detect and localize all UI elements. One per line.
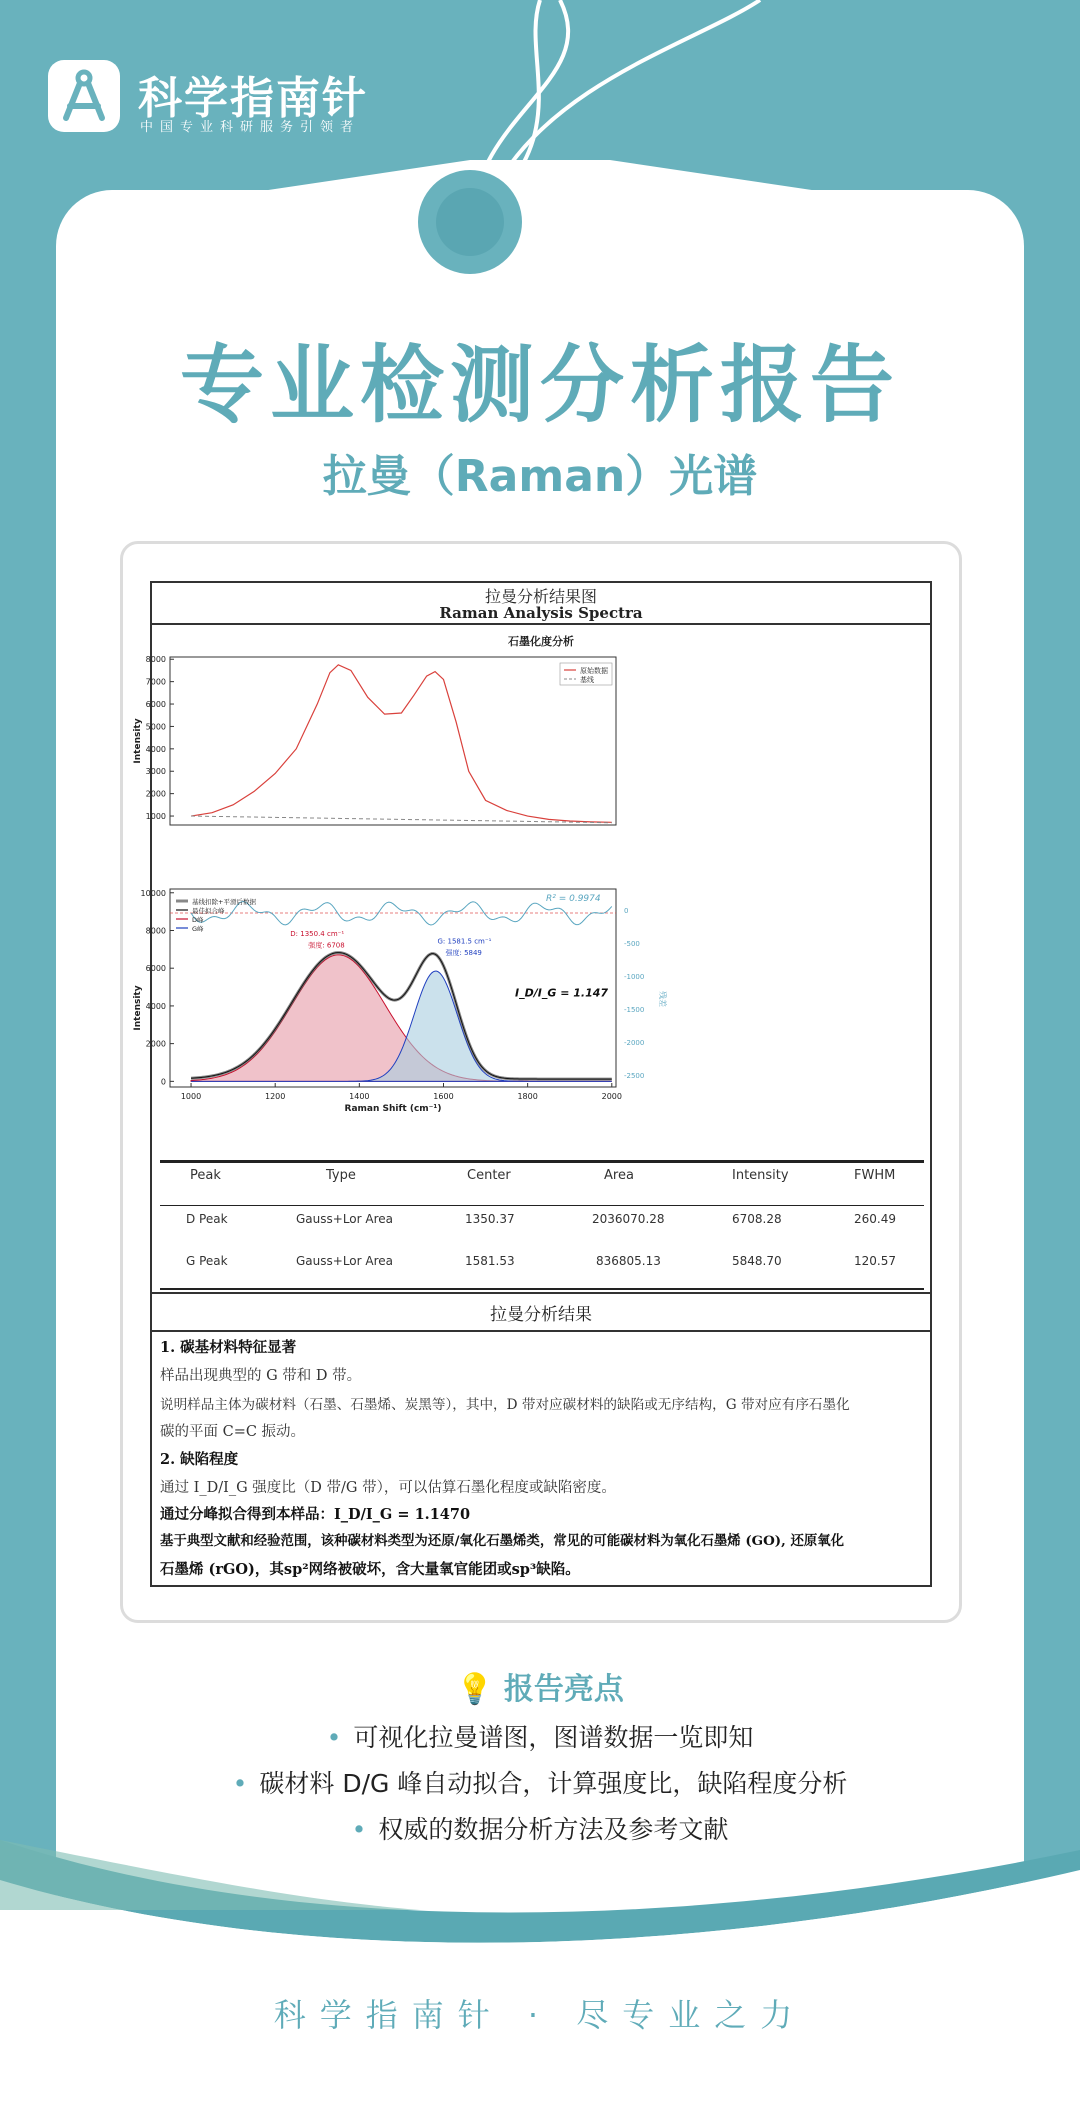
chart2-xtick-label: 1000 (180, 1092, 202, 1101)
chart1-ytick-label: 3000 (145, 767, 166, 777)
chart2-right-tick-label: -2000 (624, 1039, 645, 1047)
results-line: 石墨烯 (rGO)，其sp²网络被破坏，含大量氧官能团或sp³缺陷。 (160, 1561, 580, 1578)
chart2-d-annotation: 强度: 6708 (308, 941, 345, 950)
chart2-ratio-label: I_D/I_G = 1.147 (515, 986, 609, 1000)
bullet-icon: • (232, 1769, 248, 1798)
highlight-item (0, 1718, 1080, 1754)
report-title-en: Raman Analysis Spectra (439, 604, 643, 622)
page-subtitle: 拉曼（Raman）光谱 (322, 451, 758, 502)
chart1-ytick-label: 7000 (145, 677, 166, 687)
highlight-item (0, 1764, 1080, 1800)
results-rule-bottom (150, 1330, 932, 1332)
table-cell: 6708.28 (732, 1212, 782, 1226)
chart2-xtick-label: 1200 (265, 1092, 286, 1101)
results-rule-top (150, 1292, 932, 1294)
chart2-legend-label: D峰 (192, 916, 204, 924)
table-cell: 1350.37 (465, 1212, 515, 1226)
results-line: 2. 缺陷程度 (160, 1451, 239, 1468)
table-cell: 120.57 (854, 1254, 896, 1268)
brand-tagline: 中国专业科研服务引领者 (140, 120, 361, 135)
chart2-ytick-label: 4000 (145, 1001, 166, 1011)
results-line: 1. 碳基材料特征显著 (160, 1339, 297, 1356)
table-cell: Gauss+Lor Area (296, 1212, 393, 1226)
brand-name: 科学指南针 (138, 73, 368, 124)
raman-charts (133, 627, 930, 1157)
chart2-ytick-label: 0 (160, 1077, 166, 1087)
chart2-ytick-label: 10000 (140, 888, 166, 898)
chart2-d-annotation: D: 1350.4 cm⁻¹ (290, 930, 345, 939)
chart2-ytick-label: 6000 (145, 964, 166, 974)
chart2-xtick-label: 2000 (601, 1092, 622, 1101)
chart2-ytick-label: 2000 (145, 1039, 166, 1049)
chart1-raw-line (191, 665, 612, 822)
table-cell: G Peak (186, 1254, 228, 1268)
table-cell: 1581.53 (465, 1254, 515, 1268)
chart2-ytick-label: 8000 (145, 926, 166, 936)
chart1-legend-label: 基线 (580, 676, 594, 684)
chart1-title: 石墨化度分析 (508, 635, 574, 648)
table-cell: Gauss+Lor Area (296, 1254, 393, 1268)
results-line: 碳的平面 C=C 振动。 (160, 1424, 306, 1440)
bullet-icon: • (351, 1815, 367, 1844)
chart2-right-tick-label: 0 (624, 907, 629, 915)
lightbulb-icon: 💡 (456, 1672, 494, 1707)
chart2-r2-label: R² = 0.9974 (546, 894, 601, 904)
chart2-right-tick-label: -1000 (624, 973, 645, 981)
footer-slogan: 科学指南针 · 尽专业之力 (273, 1996, 807, 2034)
chart2-right-tick-label: -2500 (624, 1072, 645, 1080)
highlight-text: 碳材料 D/G 峰自动拟合，计算强度比，缺陷程度分析 (259, 1769, 848, 1798)
chart2-legend-label: 基线扣除+平滑后数据 (192, 898, 256, 906)
results-line: 基于典型文献和经验范围，该种碳材料类型为还原/氧化石墨烯类，常见的可能碳材料为氧化石墨烯 (GO), 还原氧化 (160, 1533, 845, 1549)
chart2-g-annotation: G: 1581.5 cm⁻¹ (437, 937, 492, 946)
results-heading: 拉曼分析结果 (490, 1305, 592, 1325)
chart1-ytick-label: 8000 (145, 655, 166, 665)
chart1-frame (170, 657, 616, 825)
highlight-text: 权威的数据分析方法及参考文献 (378, 1815, 729, 1844)
tag-hole-inner (436, 188, 504, 256)
results-line: 说明样品主体为碳材料（石墨、石墨烯、炭黑等），其中，D 带对应碳材料的缺陷或无序结构，G 带对应有序石墨化 (160, 1397, 850, 1413)
results-line: 通过分峰拟合得到本样品：I_D/I_G = 1.1470 (160, 1506, 471, 1523)
table-header: Area (604, 1168, 634, 1183)
chart1-ytick-label: 4000 (145, 744, 166, 754)
page-title: 专业检测分析报告 (179, 336, 900, 434)
highlights-title (0, 1664, 1080, 1708)
bottom-wave (0, 1820, 1080, 2116)
chart1-ytick-label: 2000 (145, 789, 166, 799)
chart2-right-tick-label: -500 (624, 940, 640, 948)
compass-icon (58, 68, 110, 124)
table-cell: 2036070.28 (592, 1212, 665, 1226)
results-line: 通过 I_D/I_G 强度比（D 带/G 带），可以估算石墨化程度或缺陷密度。 (160, 1480, 616, 1496)
chart2-right-tick-label: -1500 (624, 1006, 645, 1014)
chart2-ylabel: Intensity (133, 985, 143, 1031)
chart2-g-annotation: 强度: 5849 (445, 949, 482, 957)
chart1-legend-label: 原始数据 (580, 667, 608, 675)
chart2-legend-label: G峰 (192, 925, 204, 933)
table-cell: 5848.70 (732, 1254, 782, 1268)
chart1-ytick-label: 5000 (145, 722, 166, 732)
brand-logo (48, 60, 120, 132)
chart2-right-label: 残差 (658, 991, 667, 1007)
report-title-cn: 拉曼分析结果图 (484, 587, 597, 606)
chart2-xtick-label: 1600 (433, 1092, 454, 1101)
chart2-xtick-label: 1800 (517, 1092, 538, 1101)
table-cell: D Peak (186, 1212, 228, 1226)
peak-table (152, 1158, 930, 1290)
highlight-text: 可视化拉曼谱图，图谱数据一览即知 (353, 1723, 754, 1752)
highlights-title-text: 报告亮点 (503, 1672, 624, 1707)
chart1-ytick-label: 1000 (145, 812, 166, 822)
table-header: FWHM (854, 1168, 896, 1183)
table-header: Peak (190, 1168, 221, 1183)
chart2-xtick-label: 1400 (349, 1092, 370, 1101)
chart1-ytick-label: 6000 (145, 700, 166, 710)
bullet-icon: • (326, 1723, 342, 1752)
table-header: Intensity (732, 1168, 789, 1183)
table-cell: 836805.13 (596, 1254, 661, 1268)
table-header: Type (326, 1168, 356, 1183)
chart2-xlabel: Raman Shift (cm⁻¹) (344, 1104, 442, 1114)
chart2-legend-label: 最佳拟合峰 (192, 907, 225, 915)
results-line: 样品出现典型的 G 带和 D 带。 (160, 1368, 362, 1384)
table-header: Center (467, 1168, 511, 1183)
table-cell: 260.49 (854, 1212, 896, 1226)
chart1-ylabel: Intensity (133, 718, 143, 764)
